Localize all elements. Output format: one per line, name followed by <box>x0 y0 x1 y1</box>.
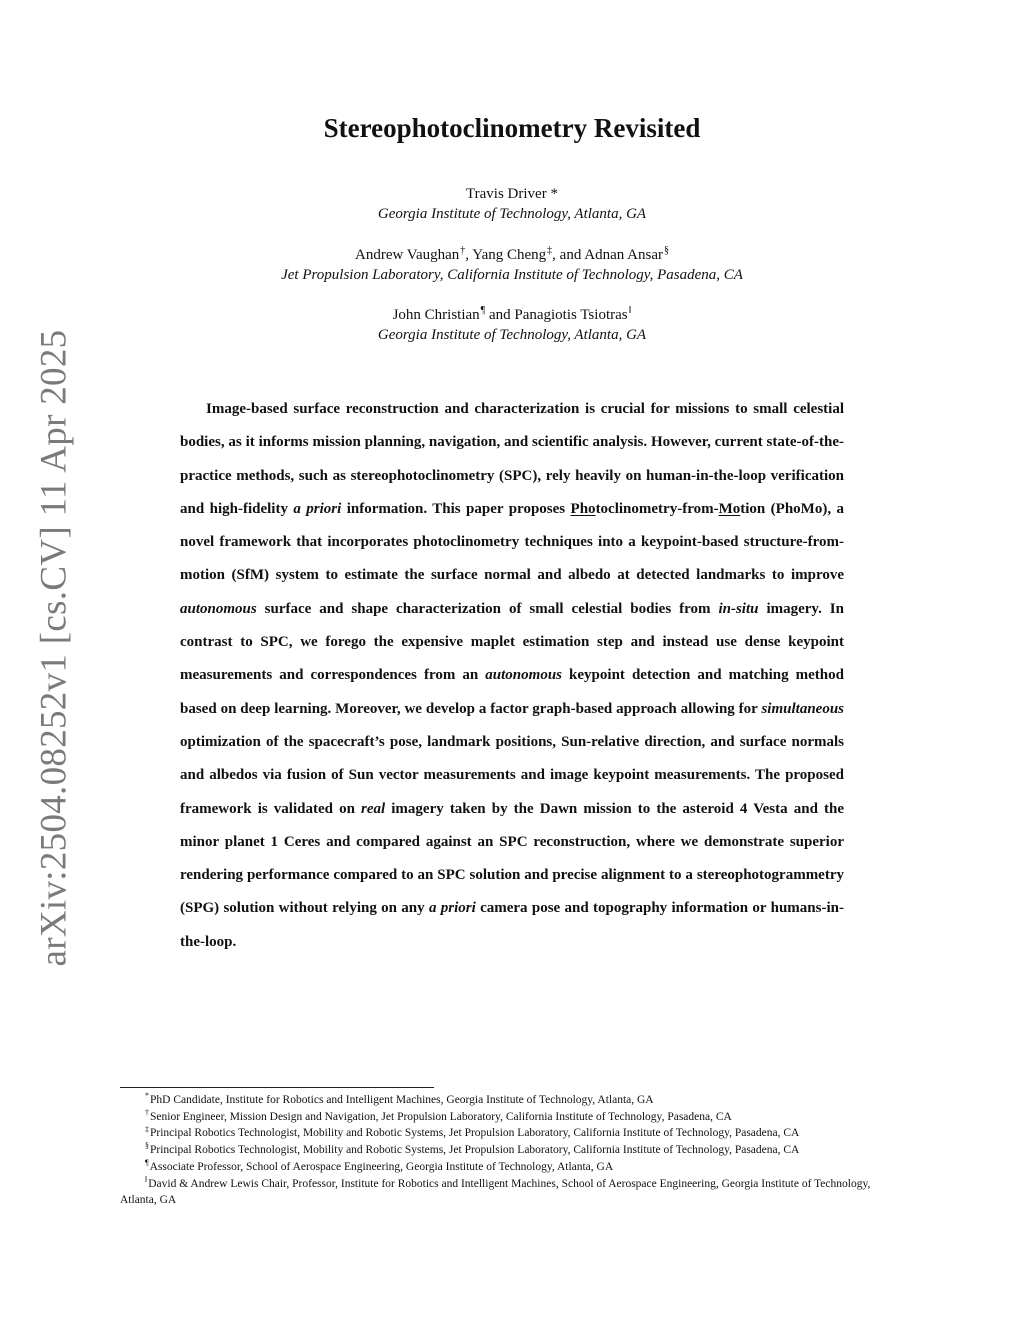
author-affiliation: Georgia Institute of Technology, Atlanta, GA <box>377 206 647 222</box>
footnote-mark: * <box>145 1091 149 1101</box>
author-names: Andrew Vaughan†, Yang Cheng‡, and Adnan Ansar§ <box>355 245 669 263</box>
footnote-mark: ‡ <box>547 245 553 256</box>
author-names <box>0 305 1024 325</box>
author-group-2 <box>0 245 1024 285</box>
footnote-mark: ‡ <box>145 1124 149 1134</box>
author-name: and Adnan Ansar <box>559 247 663 263</box>
author-name: and Panagiotis Tsiotras <box>488 307 628 323</box>
footnote-mark: ¶ <box>480 305 486 316</box>
footnote <box>120 1159 906 1176</box>
footnote-mark: ¶ <box>145 1157 149 1167</box>
footnote <box>120 1109 906 1126</box>
footnote-mark: † <box>145 1107 149 1117</box>
footnote <box>120 1125 906 1142</box>
author-name: John Christian <box>392 307 480 323</box>
paper-title: Stereophotoclinometry Revisited <box>323 113 701 143</box>
footnote-text: Principal Robotics Technologist, Mobility and Robotic Systems, Jet Propulsion Laboratory, California Institute of Technology, Pasadena, CA <box>150 1127 800 1140</box>
footnote-mark: § <box>663 245 669 256</box>
footnote-text: Senior Engineer, Mission Design and Navigation, Jet Propulsion Laboratory, California Institute of Technology, Pasadena, CA <box>150 1110 732 1123</box>
footnote-mark: † <box>460 245 466 256</box>
author-group-3 <box>0 305 1024 345</box>
footnote-divider <box>120 1087 434 1088</box>
author-names: Travis Driver * <box>466 186 558 202</box>
footnote <box>120 1142 906 1159</box>
author-name: Andrew Vaughan <box>355 247 460 263</box>
footnote-text: Associate Professor, School of Aerospace Engineering, Georgia Institute of Technology, Atlanta, GA <box>149 1160 614 1173</box>
footnote-mark: ‖ <box>145 1174 148 1184</box>
author-affiliation: Georgia Institute of Technology, Atlanta, GA <box>377 327 647 343</box>
author-group-1 <box>0 184 1024 224</box>
footnote-text: David & Andrew Lewis Chair, Professor, Institute for Robotics and Intelligent Machines, School of Aerospace Engineering, Georgia Institute of Technology, Atlanta, GA <box>120 1177 871 1207</box>
arxiv-identifier-stamp: arXiv:2504.08252v1 [cs.CV] 11 Apr 2025 <box>33 329 75 967</box>
footnotes <box>120 1092 906 1209</box>
footnote-mark: ‖ <box>628 305 632 316</box>
author-name: Yang Cheng <box>472 247 547 263</box>
abstract: Image-based surface reconstruction and characterization is crucial for missions to small celestial bodies, as it informs mission planning, navigation, and scientific analysis. However, current state-of-the-practice methods, such as stereophotoclinometry (SPC), rely heavily on human-in-the-loop verification and high-fidelity a priori information. This paper proposes Photoclinometry-from-Motion (PhoMo), a novel framework that incorporates photoclinometry techniques into a keypoint-based structure-from-motion (SfM) system to estimate the surface normal and albedo at detected landmarks to improve autonomous surface and shape characterization of small celestial bodies from in-situ imagery. In contrast to SPC, we forego the expensive maplet estimation step and instead use dense keypoint measurements and correspondences from an autonomous keypoint detection and matching method based on deep learning. Moreover, we develop a factor graph-based approach allowing for simultaneous optimization of the spacecraft’s pose, landmark positions, Sun-relative direction, and surface normals and albedos via fusion of Sun vector measurements and image keypoint measurements. The proposed framework is validated on real imagery taken by the Dawn mission to the asteroid 4 Vesta and the minor planet 1 Ceres and compared against an SPC reconstruction, where we demonstrate superior rendering performance compared to an SPC solution and precise alignment to a stereophotogrammetry (SPG) solution without relying on any a priori camera pose and topography information or humans-in-the-loop. <box>180 401 844 950</box>
footnote-text: PhD Candidate, Institute for Robotics and Intelligent Machines, Georgia Institute of Technology, Atlanta, GA <box>150 1094 654 1106</box>
footnote-mark: § <box>145 1141 149 1151</box>
author-affiliation: Jet Propulsion Laboratory, California Institute of Technology, Pasadena, CA <box>281 267 743 283</box>
footnote <box>120 1176 906 1209</box>
footnote-text: Principal Robotics Technologist, Mobility and Robotic Systems, Jet Propulsion Laboratory, California Institute of Technology, Pasadena, CA <box>150 1144 800 1157</box>
footnote <box>120 1092 906 1109</box>
